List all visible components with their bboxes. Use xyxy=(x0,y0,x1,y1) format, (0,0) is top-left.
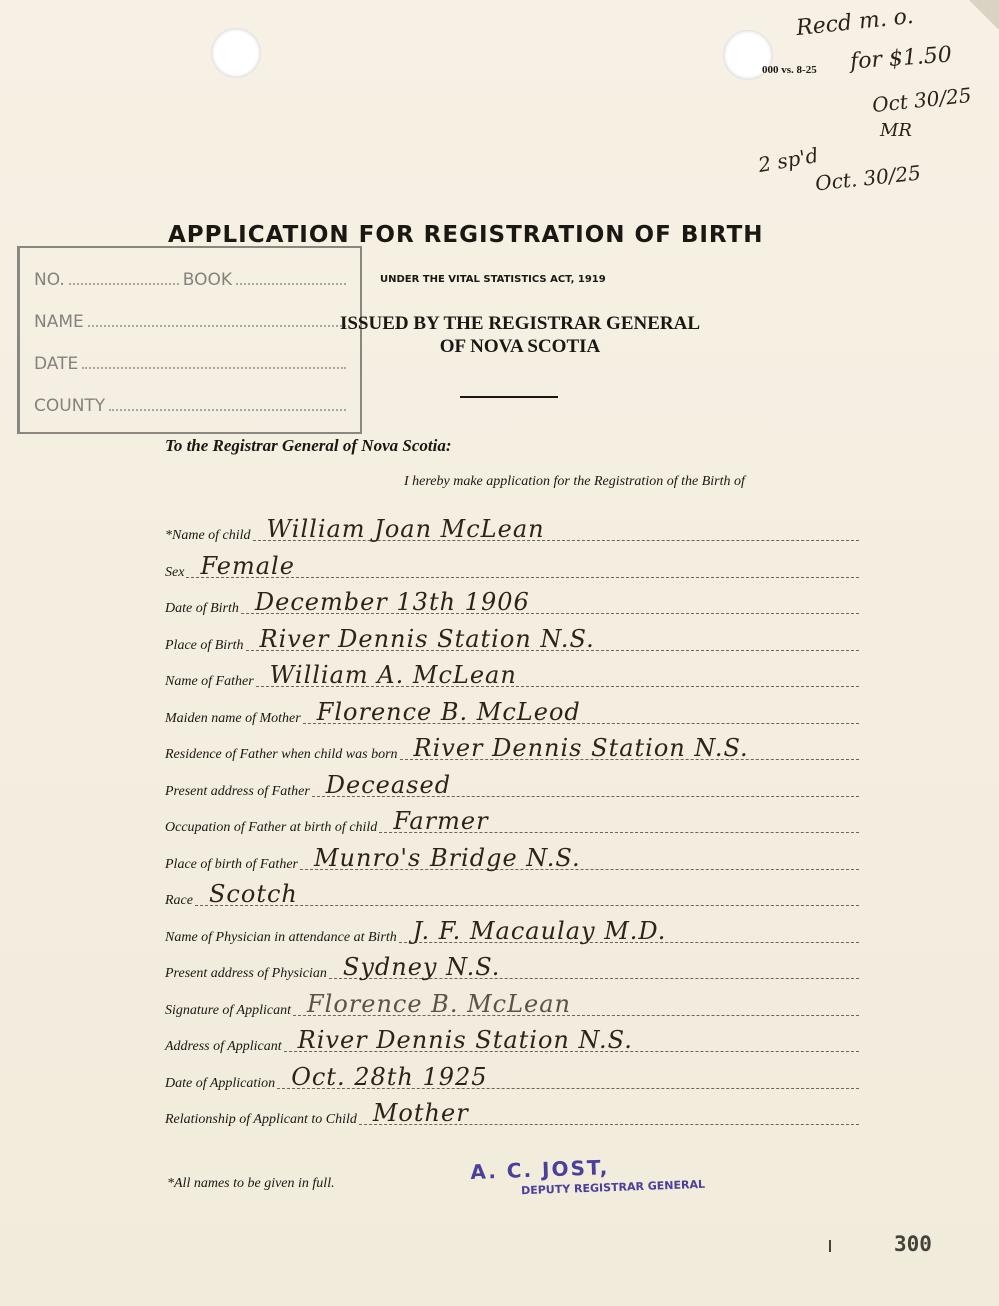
stamp-name: A. C. JOST, xyxy=(470,1155,610,1184)
field-application-date xyxy=(165,1063,859,1092)
field-line xyxy=(399,917,859,945)
margin-note-sent: 2 sp'd xyxy=(756,142,821,178)
field-line xyxy=(246,625,859,653)
field-value: Mother xyxy=(372,1099,469,1127)
office-county-row xyxy=(34,392,350,416)
field-label: Name of Physician in attendance at Birth xyxy=(165,930,397,945)
field-sex xyxy=(165,552,859,581)
field-line xyxy=(300,844,859,872)
field-line xyxy=(293,990,859,1018)
field-value: Florence B. McLean xyxy=(307,990,571,1018)
field-label: Address of Applicant xyxy=(165,1039,282,1054)
field-father-residence xyxy=(165,734,859,763)
salutation: To the Registrar General of Nova Scotia: xyxy=(165,436,452,455)
field-father-name xyxy=(165,661,859,690)
field-label: Place of birth of Father xyxy=(165,857,298,872)
field-applicant-address xyxy=(165,1026,859,1055)
office-book-blank xyxy=(236,283,346,285)
field-label: Present address of Father xyxy=(165,784,310,799)
field-line xyxy=(379,807,859,835)
field-place-of-birth xyxy=(165,625,859,654)
margin-note-sent-date: Oct. 30/25 xyxy=(814,160,922,196)
field-label: Sex xyxy=(165,565,185,580)
field-label: Place of Birth xyxy=(165,638,244,653)
field-value: Oct. 28th 1925 xyxy=(291,1063,488,1091)
field-physician-name xyxy=(165,917,859,946)
field-value: William A. McLean xyxy=(269,661,517,689)
margin-note-received: Recd m. o. xyxy=(795,3,915,42)
issued-line-1: ISSUED BY THE REGISTRAR GENERAL xyxy=(339,313,701,334)
margin-note-date: Oct 30/25 xyxy=(871,82,973,118)
field-child-name xyxy=(165,515,859,544)
field-line xyxy=(284,1026,859,1054)
field-value: River Dennis Station N.S. xyxy=(259,625,595,653)
form-title: APPLICATION FOR REGISTRATION OF BIRTH xyxy=(168,222,764,248)
field-line xyxy=(195,880,859,908)
office-no-book-row xyxy=(34,266,350,290)
field-line xyxy=(400,734,859,762)
field-value: Munro's Bridge N.S. xyxy=(313,844,581,872)
field-label: Date of Birth xyxy=(165,601,239,616)
footnote: *All names to be given in full. xyxy=(167,1176,335,1191)
margin-note-initials: MR xyxy=(880,120,912,141)
field-father-birthplace xyxy=(165,844,859,873)
field-value: River Dennis Station N.S. xyxy=(413,734,749,762)
field-line xyxy=(312,771,859,799)
intro-text: I hereby make application for the Registration of the Birth of xyxy=(404,474,745,489)
office-book-label: BOOK xyxy=(182,270,233,290)
field-line xyxy=(253,515,859,543)
office-county-blank xyxy=(109,409,346,411)
field-line xyxy=(186,552,859,580)
field-line xyxy=(256,661,859,689)
office-no-label: NO. xyxy=(34,270,65,290)
field-value: J. F. Macaulay M.D. xyxy=(412,917,667,945)
field-line xyxy=(303,698,859,726)
field-father-present-address xyxy=(165,771,859,800)
office-no-blank xyxy=(69,283,179,285)
field-label: Residence of Father when child was born xyxy=(165,747,398,762)
field-label: Maiden name of Mother xyxy=(165,711,301,726)
field-label: Present address of Physician xyxy=(165,966,327,981)
field-label: Date of Application xyxy=(165,1076,276,1091)
field-line xyxy=(241,588,859,616)
print-code: 000 vs. 8-25 xyxy=(762,64,817,76)
field-applicant-signature xyxy=(165,990,859,1019)
field-label: Relationship of Applicant to Child xyxy=(165,1112,357,1127)
field-value: William Joan McLean xyxy=(266,515,545,543)
office-county-label: COUNTY xyxy=(34,396,106,416)
field-label: Name of Father xyxy=(165,674,254,689)
issued-line-2: OF NOVA SCOTIA xyxy=(439,336,601,357)
field-value: Deceased xyxy=(325,771,452,799)
field-value: Sydney N.S. xyxy=(342,953,501,981)
field-value: December 13th 1906 xyxy=(254,588,530,616)
field-value: Scotch xyxy=(208,880,298,908)
field-line xyxy=(359,1099,859,1127)
field-mother-maiden-name xyxy=(165,698,859,727)
office-date-blank xyxy=(82,367,346,369)
field-line xyxy=(329,953,859,981)
office-name-label: NAME xyxy=(34,312,84,332)
punch-hole-left xyxy=(211,28,261,78)
page-mark xyxy=(829,1240,831,1252)
field-value: Farmer xyxy=(393,807,489,835)
field-line xyxy=(277,1063,859,1091)
field-father-occupation xyxy=(165,807,859,836)
folded-corner xyxy=(969,0,999,30)
title-rule xyxy=(460,396,558,398)
field-race xyxy=(165,880,859,909)
page-number: 300 xyxy=(894,1232,932,1256)
field-value: Female xyxy=(200,552,295,580)
margin-note-amount: for $1.50 xyxy=(849,42,953,75)
field-label: Occupation of Father at birth of child xyxy=(165,820,378,835)
field-value: Florence B. McLeod xyxy=(316,698,581,726)
field-physician-address xyxy=(165,953,859,982)
stamp-title: DEPUTY REGISTRAR GENERAL xyxy=(520,1177,706,1198)
field-label: *Name of child xyxy=(165,528,251,543)
issuing-authority xyxy=(290,312,750,358)
field-relationship xyxy=(165,1099,859,1128)
field-value: River Dennis Station N.S. xyxy=(297,1026,633,1054)
office-date-label: DATE xyxy=(34,354,79,374)
field-date-of-birth xyxy=(165,588,859,617)
deputy-registrar-stamp xyxy=(470,1152,705,1199)
field-label: Signature of Applicant xyxy=(165,1003,291,1018)
field-label: Race xyxy=(165,893,193,908)
form-subtitle: UNDER THE VITAL STATISTICS ACT, 1919 xyxy=(380,274,606,285)
